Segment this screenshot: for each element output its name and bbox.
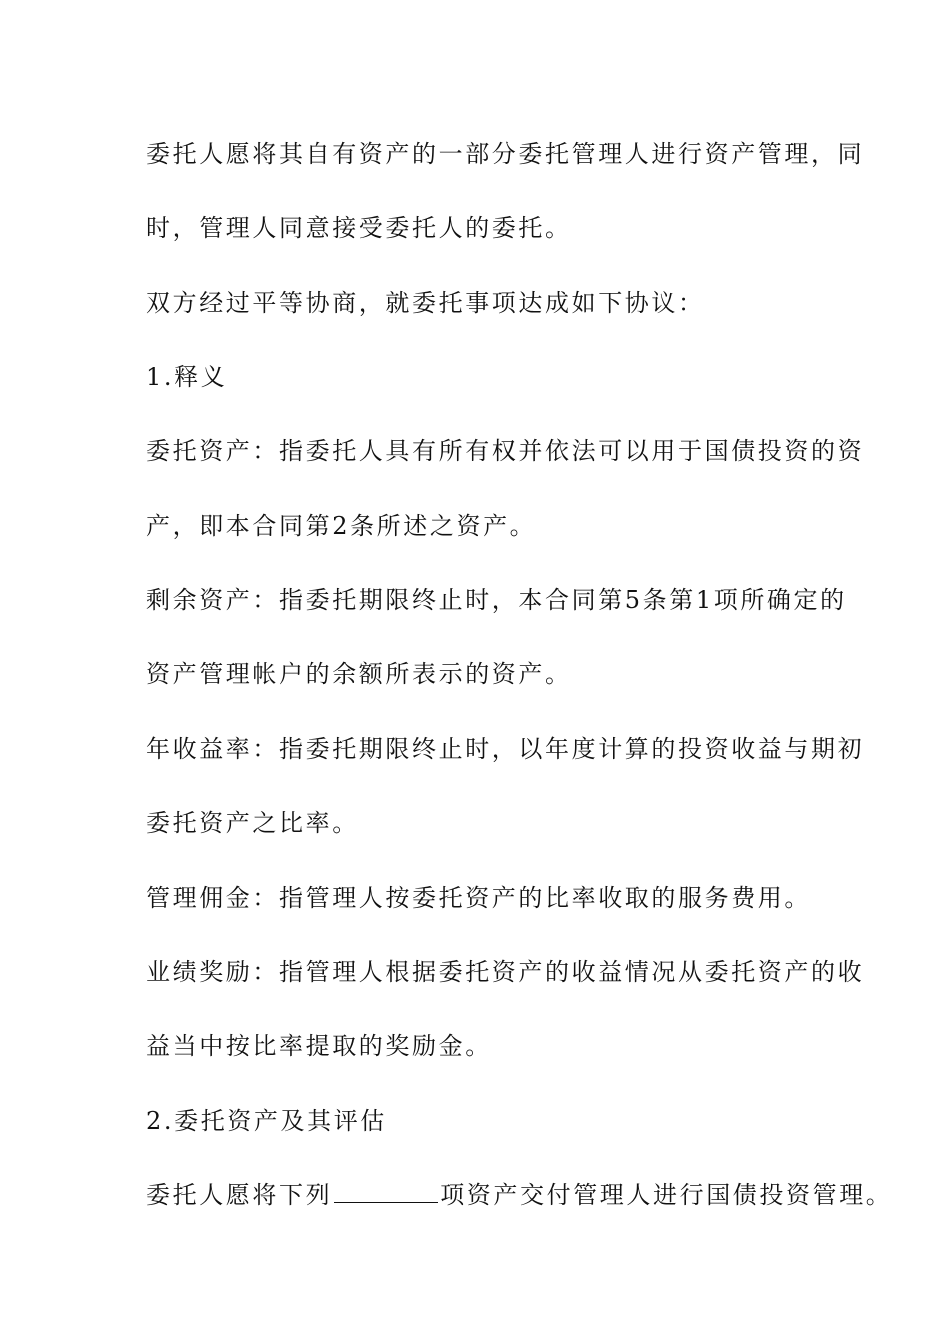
paragraph-line: 业绩奖励：指管理人根据委托资产的收益情况从委托资产的收: [146, 958, 865, 986]
paragraph-line: 年收益率：指委托期限终止时，以年度计算的投资收益与期初: [146, 735, 865, 763]
paragraph-line: 资产管理帐户的余额所表示的资产。: [146, 660, 572, 688]
paragraph-line: 益当中按比率提取的奖励金。: [146, 1032, 492, 1060]
paragraph-line: 产，即本合同第2条所述之资产。: [146, 512, 537, 540]
paragraph-line: 时，管理人同意接受委托人的委托。: [146, 214, 572, 242]
text-before-blank: 委托人愿将下列: [146, 1181, 333, 1209]
paragraph-line-with-blank: [146, 1180, 892, 1210]
section-heading: 1.释义: [146, 363, 228, 391]
section-heading: 2.委托资产及其评估: [146, 1107, 387, 1135]
fill-in-blank[interactable]: [334, 1182, 438, 1203]
paragraph-line: 双方经过平等协商，就委托事项达成如下协议：: [146, 289, 705, 317]
paragraph-line: 剩余资产：指委托期限终止时，本合同第5条第1项所确定的: [146, 586, 847, 614]
paragraph-line: 管理佣金：指管理人按委托资产的比率收取的服务费用。: [146, 884, 811, 912]
text-after-blank: 项资产交付管理人进行国债投资管理。: [440, 1181, 893, 1209]
paragraph-line: 委托资产之比率。: [146, 809, 359, 837]
paragraph-line: 委托人愿将其自有资产的一部分委托管理人进行资产管理，同: [146, 140, 865, 168]
paragraph-line: 委托资产：指委托人具有所有权并依法可以用于国债投资的资: [146, 437, 865, 465]
